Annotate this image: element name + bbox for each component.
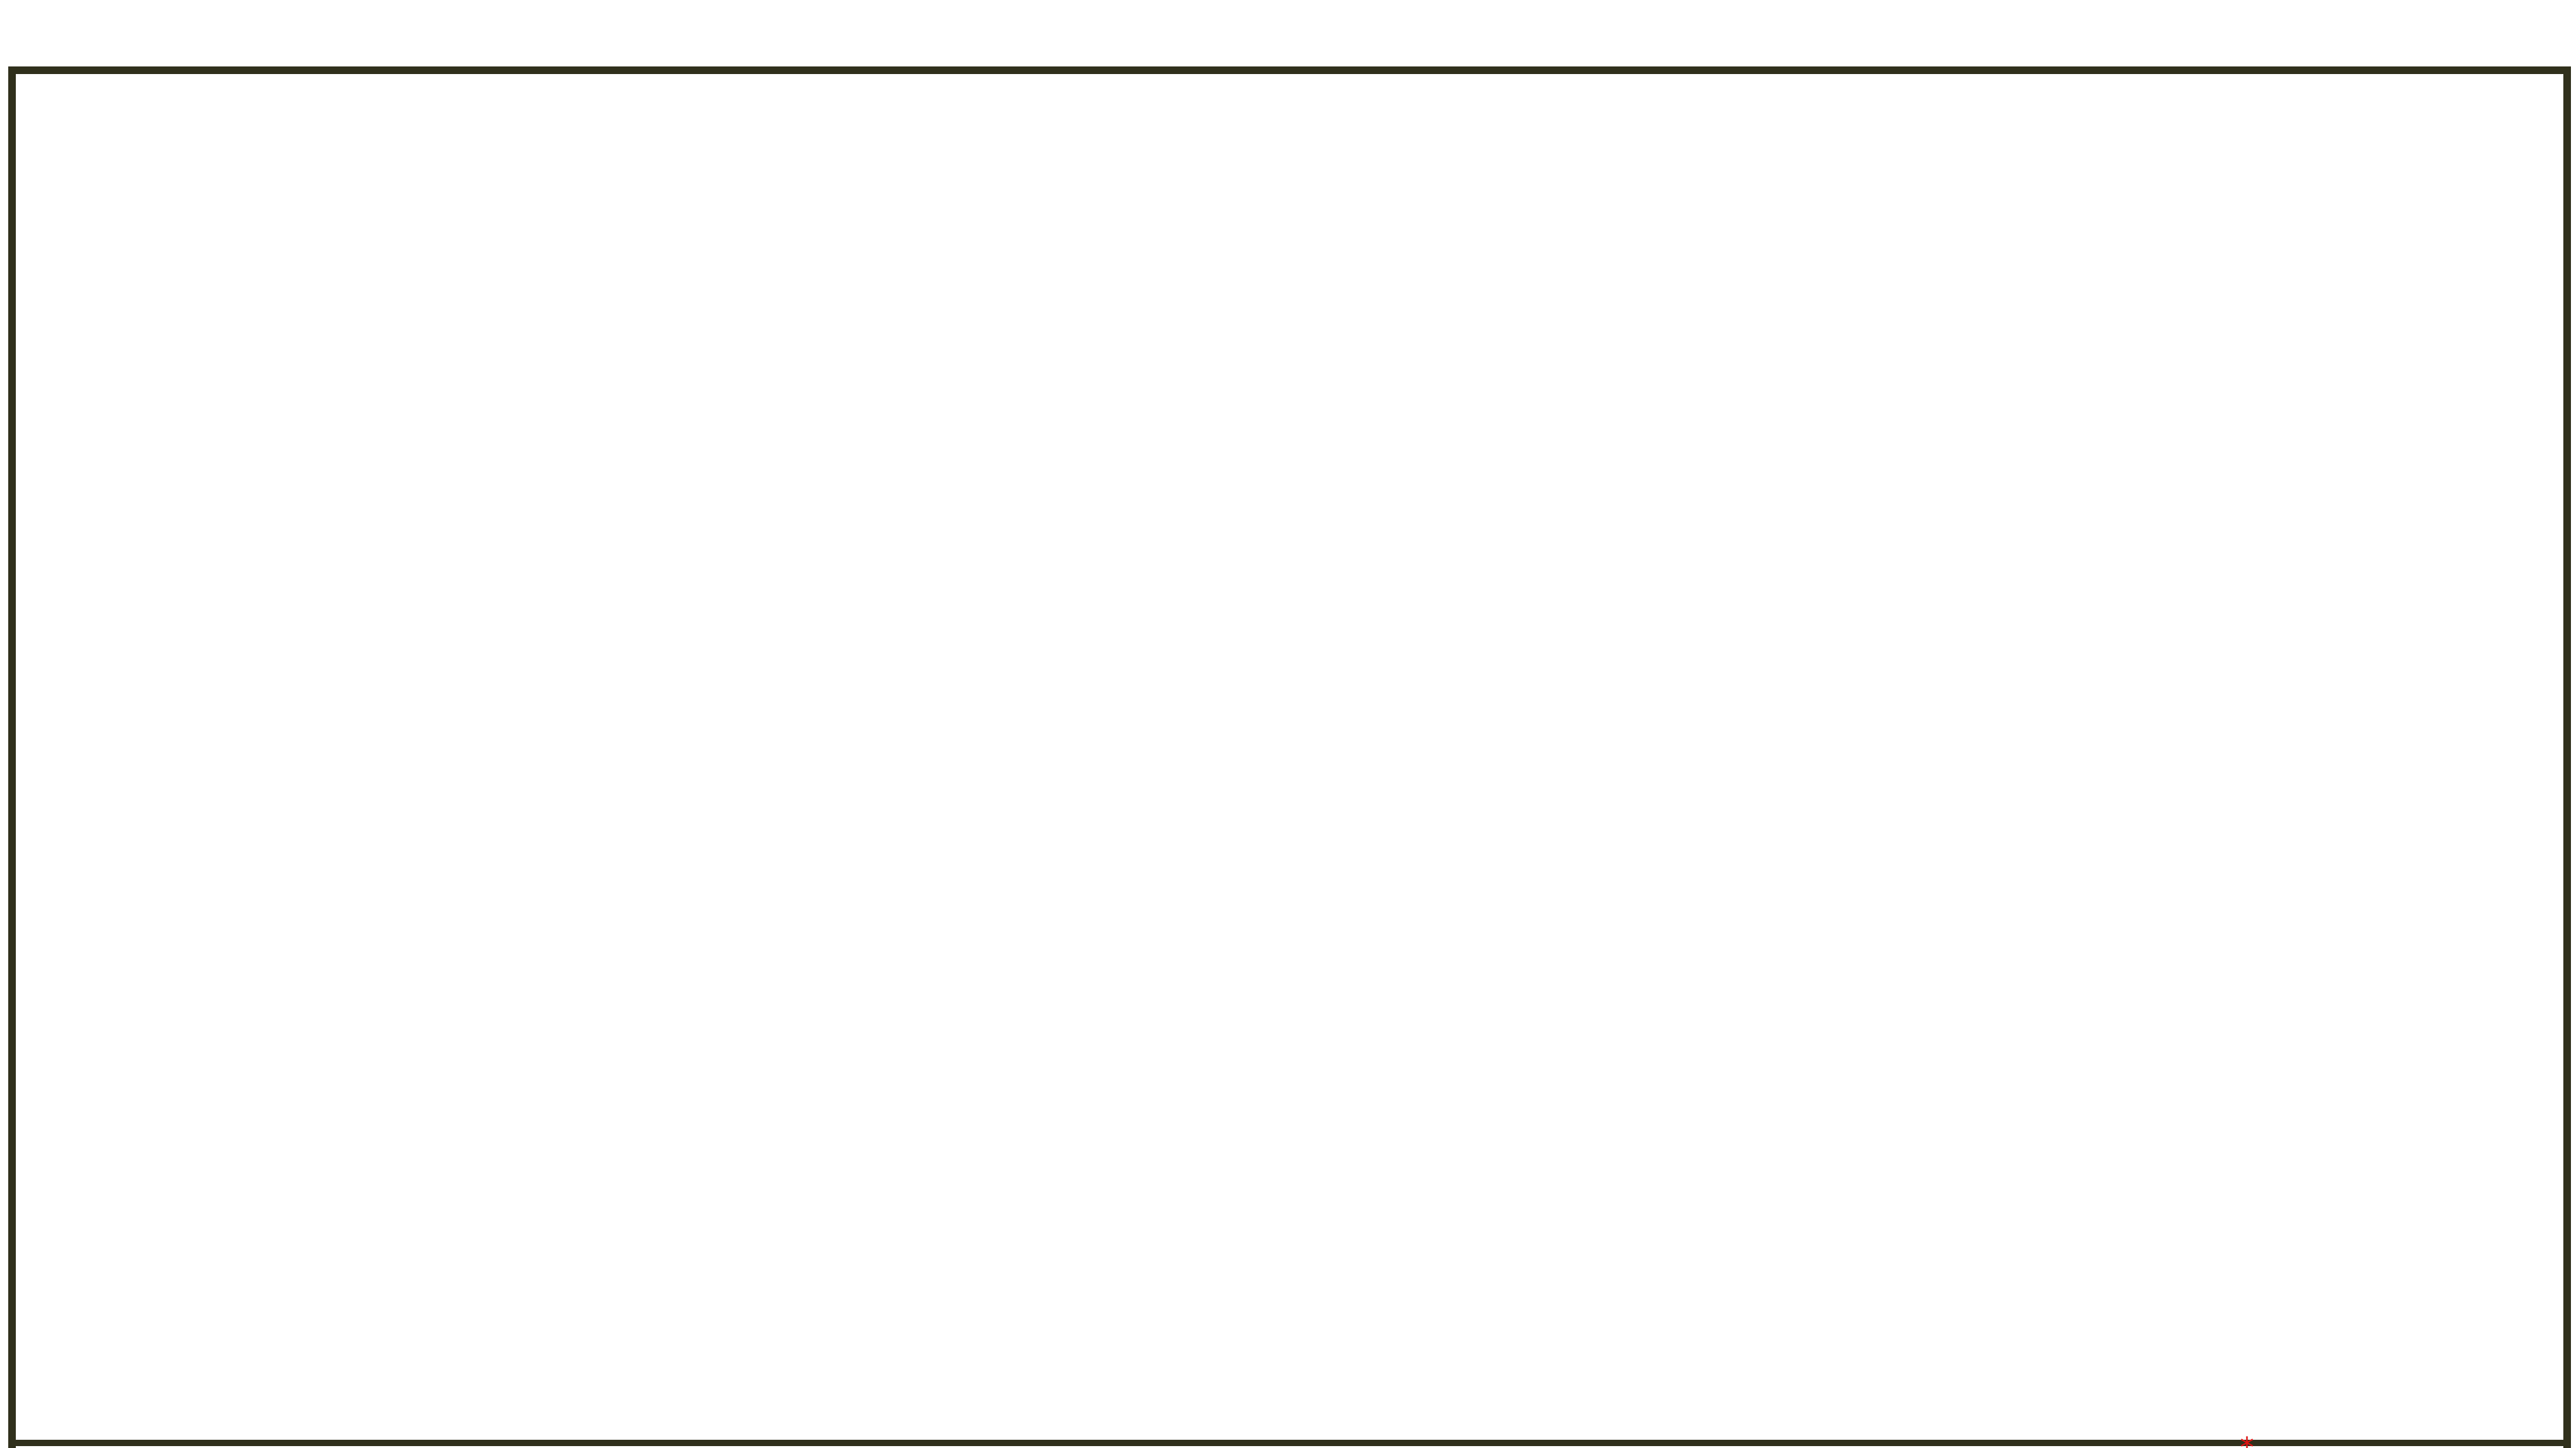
- footer-divider: [8, 1440, 2571, 1446]
- pedigree-chart: [8, 66, 2571, 1448]
- photo-available-note: [2240, 1432, 2254, 1448]
- star-icon: *: [2240, 1432, 2254, 1448]
